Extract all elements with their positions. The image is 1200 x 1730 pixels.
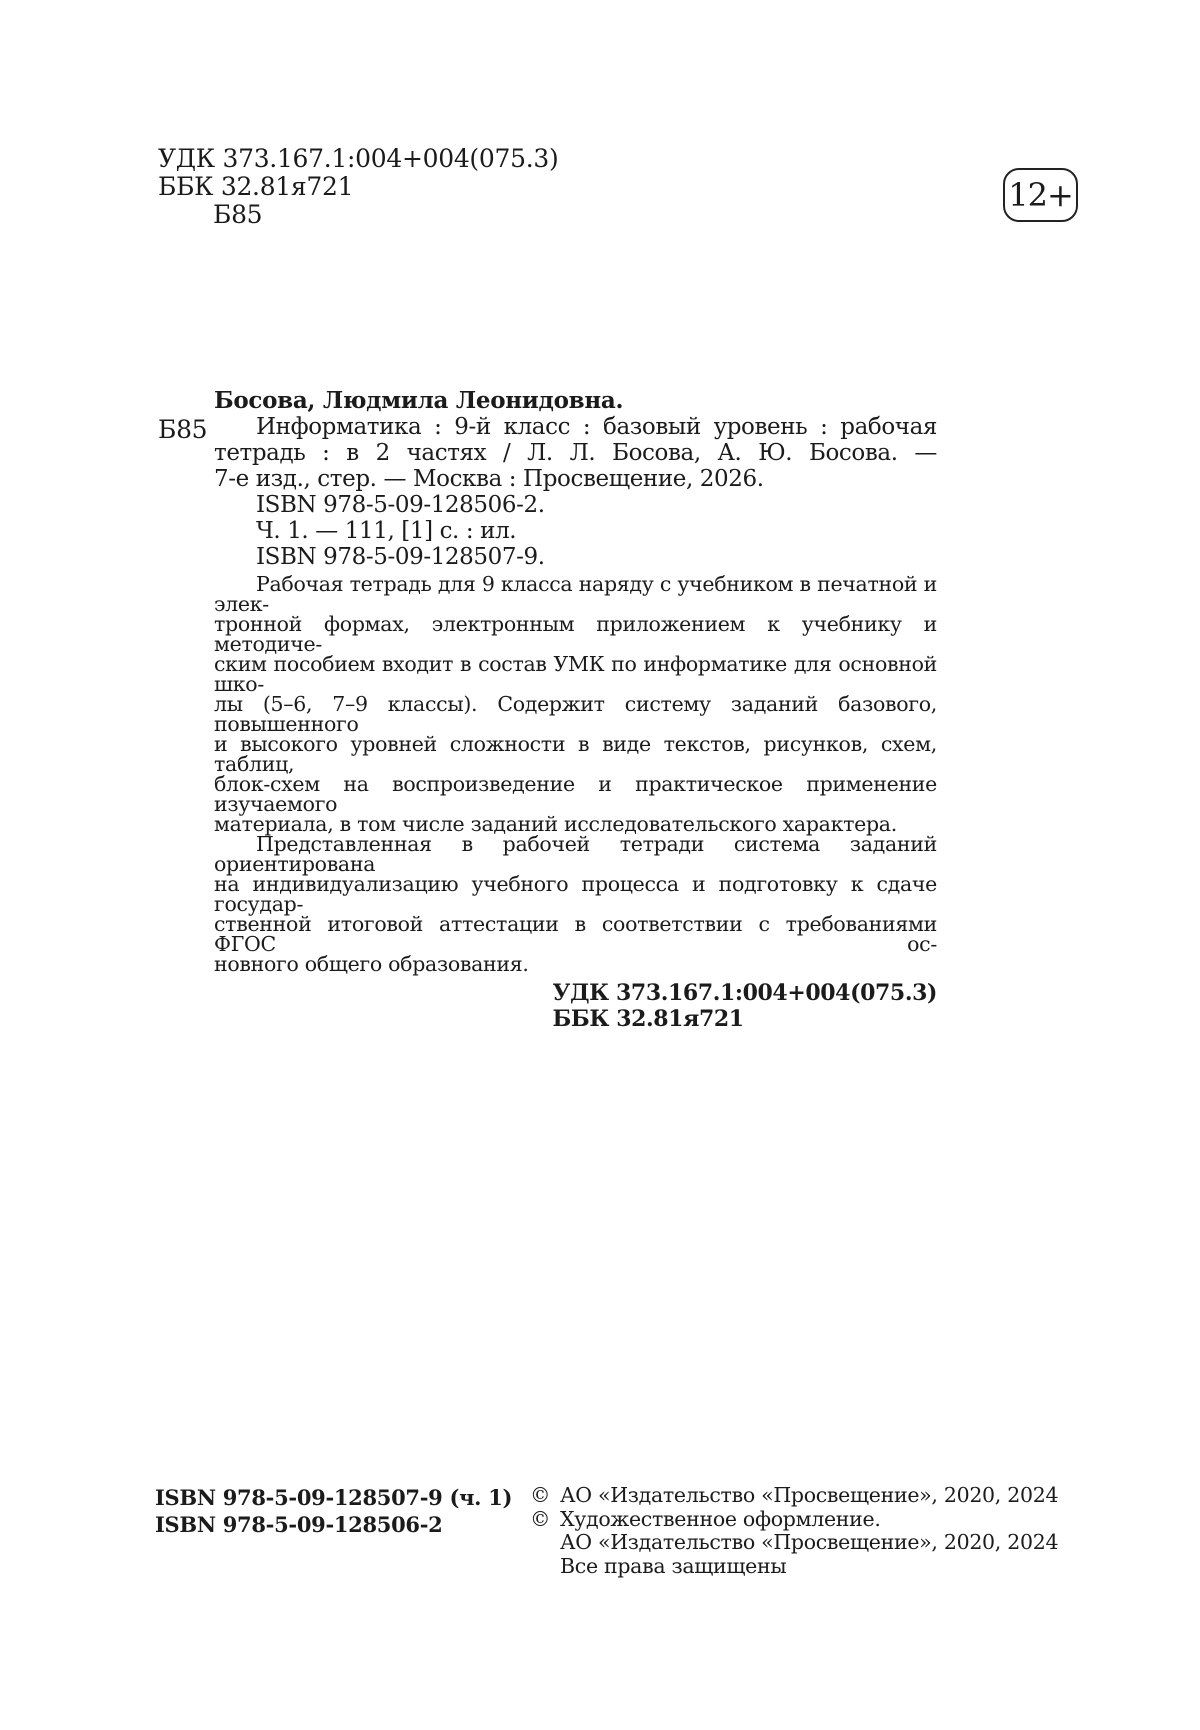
udk-code-bottom: УДК 373.167.1:004+004(075.3) (552, 980, 937, 1006)
annotation-line: Рабочая тетрадь для 9 класса наряду с учебником в печатной и элек- (214, 572, 937, 616)
copyright-symbol: © (530, 1483, 551, 1507)
age-rating-badge (1003, 168, 1078, 222)
copyright-text: АО «Издательство «Просвещение», 2020, 2024 (560, 1530, 1059, 1554)
annotation-line: ским пособием входит в состав УМК по информатике для основной шко- (214, 652, 937, 696)
bottom-classification-codes (214, 980, 937, 1032)
annotation-paragraph-2 (214, 834, 937, 974)
annotation-paragraph-1 (214, 574, 937, 834)
copyright-line (530, 1484, 1058, 1508)
top-classification-codes (158, 145, 558, 229)
bottom-codes-inner (553, 980, 937, 1032)
copyright-text: Художественное оформление. (560, 1506, 881, 1531)
footer-copyright-block (530, 1484, 1058, 1578)
bibliographic-line: ISBN 978-5-09-128506-2. (256, 492, 545, 518)
udk-code: УДК 373.167.1:004+004(075.3) (158, 144, 559, 173)
copyright-line (530, 1531, 1058, 1555)
annotation-line: материала, в том числе заданий исследовательского характера. (214, 812, 897, 836)
copyright-text: АО «Издательство «Просвещение», 2020, 2024 (560, 1483, 1059, 1507)
copyright-line (530, 1508, 1058, 1532)
bibliographic-column (158, 387, 937, 1032)
annotation-line: лы (5–6, 7–9 классы). Содержит систему заданий базового, повышенного (214, 692, 937, 736)
annotation-line: новного общего образования. (214, 952, 529, 976)
author-heading: Босова, Людмила Леонидовна. (214, 387, 624, 414)
footer-isbn-block (155, 1484, 512, 1538)
bbk-code: ББК 32.81я721 (158, 172, 354, 201)
bibliographic-line: тетрадь : в 2 частях / Л. Л. Босова, А. Ю. Босова. — (214, 440, 937, 466)
bibliographic-line: Информатика : 9-й класс : базовый уровень : рабочая (256, 414, 937, 440)
copyright-symbol: © (530, 1506, 551, 1531)
annotation-line: ственной итоговой аттестации в соответствии с требованиями ФГОС ос- (214, 912, 937, 956)
bibliographic-line: 7-е изд., стер. — Москва : Просвещение, 2026. (214, 466, 764, 492)
isbn-line: ISBN 978-5-09-128506-2 (155, 1512, 443, 1537)
bibliographic-description (214, 414, 937, 570)
annotation-line: на индивидуализацию учебного процесса и подготовку к сдаче государ- (214, 872, 937, 916)
bbk-code-bottom: ББК 32.81я721 (552, 1006, 744, 1032)
copyright-symbol (530, 1531, 560, 1555)
margin-author-sign: Б85 (158, 415, 208, 444)
copyright-symbol (530, 1555, 560, 1579)
annotation-line: тронной формах, электронным приложением к учебнику и методиче- (214, 612, 937, 656)
copyright-text: Все права защищены (560, 1553, 787, 1578)
annotation (214, 574, 937, 974)
isbn-line: ISBN 978-5-09-128507-9 (ч. 1) (155, 1485, 513, 1510)
bibliographic-line: Ч. 1. — 111, [1] с. : ил. (256, 518, 517, 544)
bibliographic-line: ISBN 978-5-09-128507-9. (256, 544, 545, 570)
bibliographic-record (158, 414, 937, 570)
annotation-line: блок-схем на воспроизведение и практическое применение изучаемого (214, 772, 937, 816)
copyright-line (530, 1555, 1058, 1579)
age-rating-label: 12+ (1008, 176, 1073, 214)
author-sign: Б85 (213, 200, 263, 229)
annotation-line: Представленная в рабочей тетради система заданий ориентирована (214, 832, 937, 876)
annotation-line: и высокого уровней сложности в виде текстов, рисунков, схем, таблиц, (214, 732, 937, 776)
